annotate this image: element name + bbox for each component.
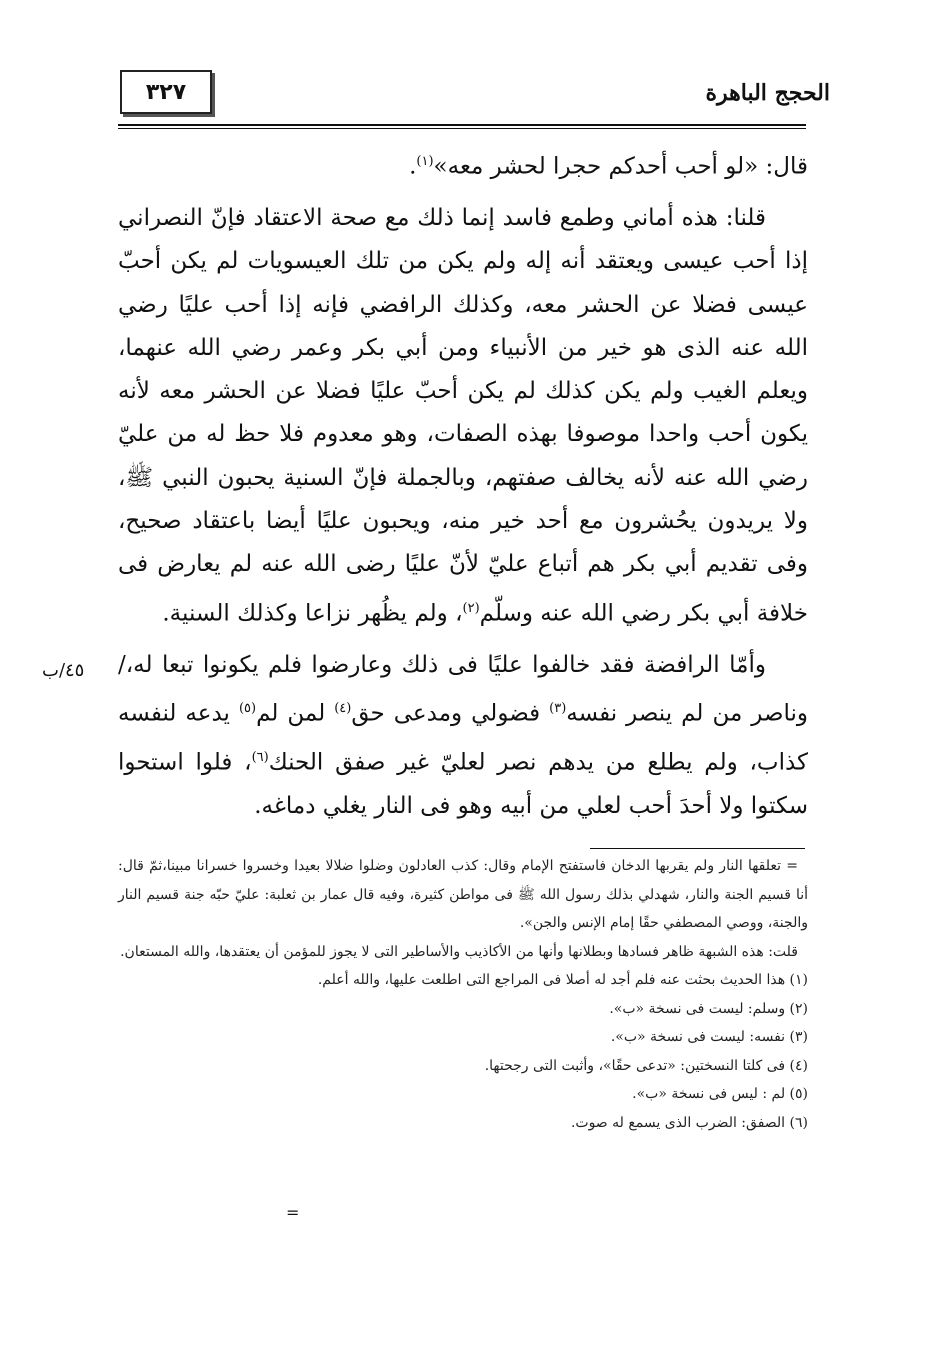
paragraph-3-b: فضولي ومدعى حق (351, 700, 550, 727)
paragraph-3 (118, 644, 808, 829)
footnote-ref-4: (٤) (334, 700, 352, 716)
page-number-box (120, 70, 212, 114)
footnotes (118, 852, 808, 1137)
header-rule-thin (118, 128, 806, 129)
page-number: ٣٢٧ (145, 79, 187, 105)
paragraph-3-a: وأمّا الرافضة فقد خالفوا عليًا فى ذلك وعارضوا فلم يكونوا تبعا له،/ وناصر من لم ينصر نفسه (118, 651, 808, 727)
footnote-2: (٢) وسلم: ليست فى نسخة «ب». (609, 1000, 808, 1017)
paragraph-3-e: ، فلوا استحوا سكتوا ولا أحدَ أحب لعلي من أبيه وهو فى النار يغلي دماغه. (118, 749, 808, 819)
footnote-ref-3: (٣) (549, 700, 567, 716)
footnote-1: (١) هذا الحديث بحثت عنه فلم أجد له أصلا فى المراجع التى اطلعت عليها، والله أعلم. (317, 972, 808, 988)
footnote-6: (٦) الصفق: الضرب الذى يسمع له صوت. (570, 1114, 808, 1131)
footnote-continuation: = تعلقها النار ولم يقربها الدخان فاستفتح الإمام وقال: كذب العادلون وضلوا ضلالا بعيدا وخسروا خسرانا مبينا،ثمّ قال: أنا قسيم الجنة والنار، شهدلي بذلك رسول الله ﷺ فى مواطن كثيرة، وفيه قال عمار بن ثعلبة: عليّ حبّه جنة قسيم النار والجنة، ووصي المصطفي حقًا إمام الإنس والجن». (118, 858, 808, 931)
footnote-4: (٤) فى كلتا النسختين: «تدعى حقًا»، وأثبت التى رجحتها. (484, 1057, 808, 1074)
paragraph-2-text: قلنا: هذه أماني وطمع فاسد إنما ذلك مع صحة الاعتقاد فإنّ النصراني إذا أحب عيسى ويعتقد أنه إله ولم يكن من تلك العيسويات لم يكن أحبّ عيسى فضلا عن الحشر معه، وكذلك الرافضي فإنه إذا أحب عليًا رضي الله عنه الذى هو خير من الأنبياء ومن أبي بكر وعمر رضي الله عنهما، ويعلم الغيب ولم يكن كذلك لم يكن أحبّ عليًا فضلا عن الحشر معه لأنه يكون أحب واحدا موصوفا بهذه الصفات، وهو معدوم فلا حظ له من عليّ رضي الله عنه لأنه يخالف صفتهم، وبالجملة فإنّ السنية يحبون النبي ﷺ، ولا يريدون يحُشرون مع أحد خير منه، ويحبون عليًا أيضا باعتقاد صحيح، وفى تقديم أبي بكر هم أتباع عليّ لأنّ عليًا رضى الله عنه لم يعارض فى خلافة أبي بكر رضي الله عنه وسلّم (118, 204, 808, 627)
footnote-3: (٣) نفسه: ليست فى نسخة «ب». (610, 1029, 808, 1045)
manuscript-folio-marker: ٤٥/ب (42, 660, 85, 681)
paragraph-2 (118, 197, 808, 636)
footnote-5: (٥) لم : ليس فى نسخة «ب». (632, 1086, 808, 1102)
running-title: الحجج الباهرة (705, 80, 830, 106)
paragraph-2-end: ، ولم يظُهر نزاعا وكذلك السنية. (162, 600, 463, 627)
footnote-ref-1: (١) (416, 154, 434, 169)
header-rule (118, 124, 806, 126)
paragraph-3-c: لمن لم (256, 700, 335, 727)
footnote-ref-6: (٦) (251, 749, 269, 765)
footnote-ref-5: (٥) (238, 700, 257, 716)
paragraph-3-d: يدعه لنفسه كذاب، ولم يطلع من يدهم نصر لعليّ غير صفق الحنك (118, 700, 808, 776)
footnote-separator (590, 848, 805, 849)
paragraph-1-text: قال: «لو أحب أحدكم حجرا لحشر معه» (433, 153, 808, 180)
editor-note: قلت: هذه الشبهة ظاهر فسادها وبطلانها وأنها من الأكاذيب والأساطير التى لا يجوز للمؤمن أن يعتقدها، والله المستعان. (120, 943, 798, 960)
paragraph-1-end: . (409, 153, 417, 180)
footnote-ref-2: (٢) (462, 600, 480, 616)
main-text (118, 140, 808, 828)
paragraph-1 (118, 140, 808, 189)
continuation-mark: = (286, 1203, 300, 1222)
